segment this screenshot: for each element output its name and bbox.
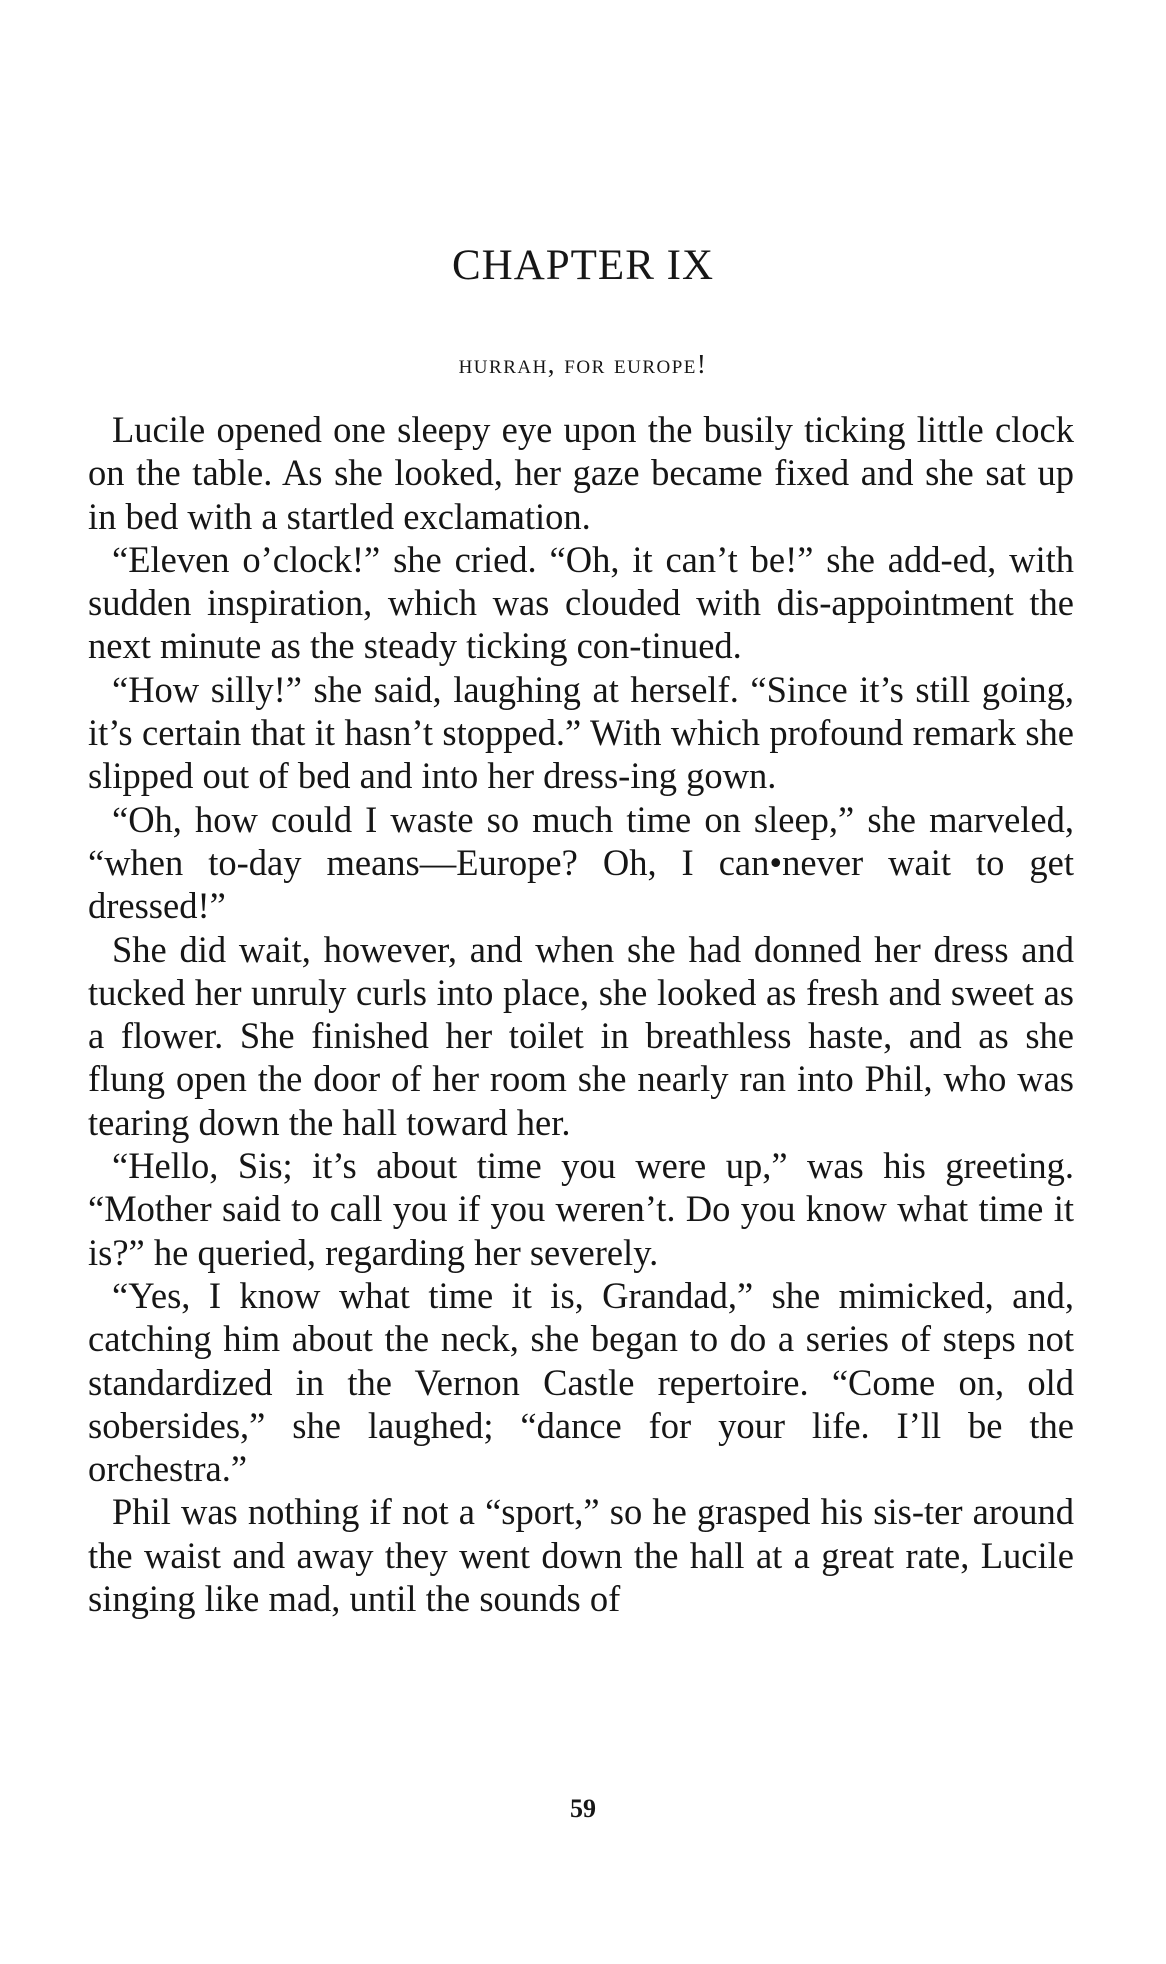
chapter-subtitle-text: hurrah, for europe!	[458, 349, 708, 379]
paragraph: She did wait, however, and when she had donned her dress and tucked her unruly curls into place, she looked as fresh and sweet as a flower. She finished her toilet in breathless haste, and as she flung open the door of her room she nearly ran into Phil, who was tearing down the hall toward her.	[88, 928, 1074, 1143]
paragraph: Lucile opened one sleepy eye upon the busily ticking little clock on the table. As she looked, her gaze became fixed and she sat up in bed with a startled exclamation.	[88, 409, 1074, 537]
paragraph: “Oh, how could I waste so much time on sleep,” she marveled, “when to-day means—Europe? Oh, I can•never wait to get dressed!”	[88, 798, 1074, 927]
paragraph: “Eleven o’clock!” she cried. “Oh, it can’t be!” she add-ed, with sudden inspiration, which was clouded with dis-appointment the next minute as the steady ticking con-tinued.	[88, 538, 1074, 667]
body-text	[88, 408, 1074, 1620]
page-number: 59	[570, 1794, 596, 1823]
chapter-subtitle	[0, 348, 1166, 380]
paragraph: “Yes, I know what time it is, Grandad,” she mimicked, and, catching him about the neck, she began to do a series of steps not standardized in the Vernon Castle repertoire. “Come on, old sobersides,” she laughed; “dance for your life. I’ll be the orchestra.”	[88, 1274, 1074, 1490]
paragraph: Phil was nothing if not a “sport,” so he grasped his sis-ter around the waist and away they went down the hall at a great rate, Lucile singing like mad, until the sounds of	[88, 1491, 1074, 1620]
paragraph: “Hello, Sis; it’s about time you were up,” was his greeting. “Mother said to call you if you weren’t. Do you know what time it is?” he queried, regarding her severely.	[88, 1145, 1074, 1273]
chapter-title: CHAPTER IX	[451, 242, 715, 289]
paragraph: “How silly!” she said, laughing at herself. “Since it’s still going, it’s certain that it hasn’t stopped.” With which profound remark she slipped out of bed and into her dress-ing gown.	[88, 668, 1074, 797]
